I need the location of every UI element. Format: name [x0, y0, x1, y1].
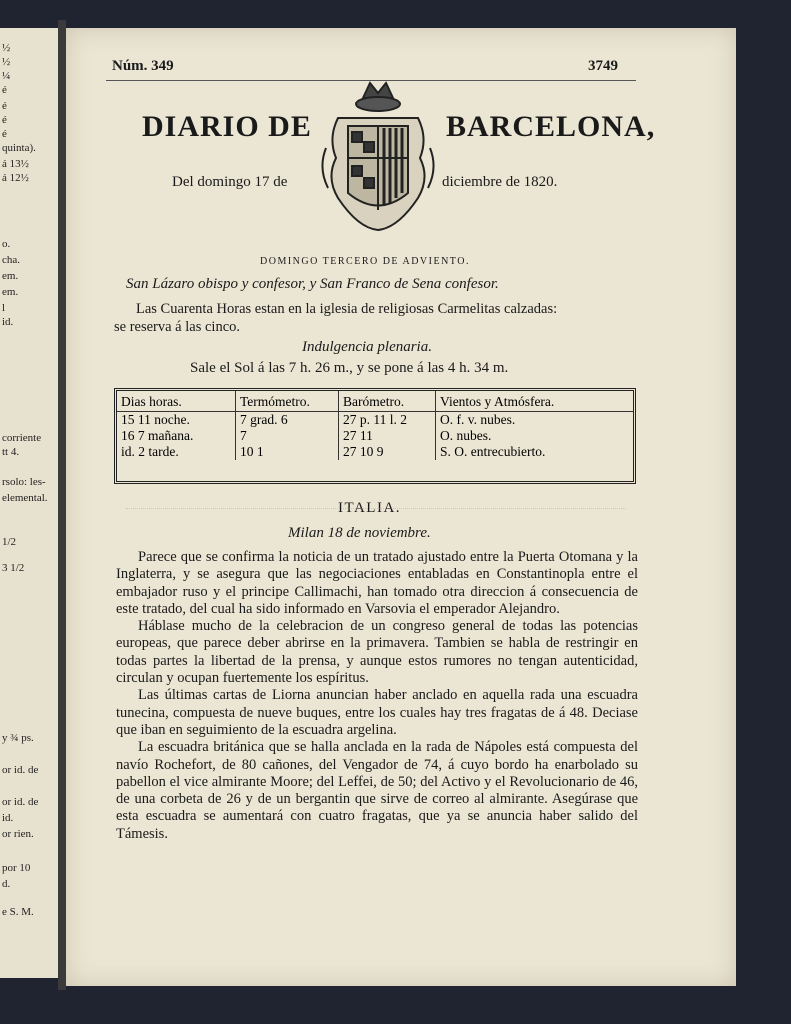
forty-hours-line1: Las Cuarenta Horas estan en la iglesia de religiosas Carmelitas calzadas:: [136, 301, 558, 317]
left-page-text-fragment: or id. de: [2, 796, 39, 808]
barcelona-coat-of-arms-icon: [318, 78, 438, 236]
weather-cell: id. 2 tarde.: [117, 444, 236, 460]
weather-row: [117, 412, 633, 429]
weather-header-thermometer: Termómetro.: [236, 391, 339, 412]
left-page-text-fragment: d.: [2, 878, 11, 890]
left-page-text-fragment: á 12½: [2, 172, 29, 184]
left-page-text-fragment: id.: [2, 316, 14, 328]
weather-header-barometer: Barómetro.: [339, 391, 436, 412]
left-page-text-fragment: elemental.: [2, 492, 48, 504]
article-paragraph: Háblase mucho de la celebracion de un congreso general de todas las potencias europeas, que parece deber abrirse en la primavera. Tambien se habla de restringir en todas partes la libertad de la prensa, y aunque estos rumores no tengan autenticidad, circulan y ocupan fuertemente los espíritus.: [116, 618, 638, 687]
left-page-text-fragment: o.: [2, 238, 11, 250]
left-page-text-fragment: quinta).: [2, 142, 36, 154]
weather-cell: S. O. entrecubierto.: [440, 444, 546, 459]
newspaper-page: [66, 28, 736, 986]
date-left: Del domingo 17 de: [172, 174, 288, 190]
weather-row: [117, 444, 633, 460]
left-page-text-fragment: por 10: [2, 862, 31, 874]
sunrise-sunset: Sale el Sol á las 7 h. 26 m., y se pone á las 4 h. 34 m.: [190, 360, 509, 376]
weather-header-days: Dias horas.: [117, 391, 236, 412]
weather-cell: 27 10 9: [339, 444, 436, 460]
left-page-text-fragment: em.: [2, 270, 19, 282]
article-dateline: Milan 18 de noviembre.: [288, 525, 431, 541]
masthead-right: BARCELONA,: [446, 110, 656, 143]
liturgical-day: DOMINGO TERCERO DE ADVIENTO.: [260, 256, 470, 267]
article-paragraph: Parece que se confirma la noticia de un tratado ajustado entre la Puerta Otomana y la Inglaterra, y se asegura que las negociaciones entabladas en Constantinopla entre el embajador ruso y el principe Callimachi, han tomado otra direccion á consecuencia de este tratado, del cual ha sido informado en Varsovia el emperador Alejandro.: [116, 549, 638, 617]
weather-cell: O. f. v. nubes.: [440, 412, 516, 427]
left-page-text-fragment: é: [2, 114, 7, 126]
left-page-text-fragment: em.: [2, 286, 19, 298]
weather-cell: O. nubes.: [440, 428, 492, 443]
weather-cell: 27 p. 11 l. 2: [339, 412, 436, 429]
article-paragraph: La escuadra británica que se halla anclada en la rada de Nápoles está compuesta del navío Rochefort, de 80 cañones, del Vengador de 74, á cuyo bordo ha enarbolado su pabellon el vice almirante Moore; del Leffei, de 50; del Activo y el Revolucionario de 46, de una corbeta de 26 y de un bergantin que sirve de correo al almirante. Asegúrase que esta escuadra se aumentará con cuatro fragatas, que ya se anuncia haber salido del Támesis.: [116, 739, 638, 842]
saints-of-day: San Lázaro obispo y confesor, y San Franco de Sena confesor.: [126, 276, 499, 292]
left-page-text-fragment: á 13½: [2, 158, 29, 170]
left-page-text-fragment: y ¾ ps.: [2, 732, 34, 744]
left-page-text-fragment: ¼: [2, 70, 11, 82]
article-paragraph: Las últimas cartas de Liorna anuncian haber anclado en aquella rada una escuadra tunecina, compuesta de nueve buques, entre los cuales hay tres fragatas de á 48. Deciase que iban en seguimiento de la escuadra argelina.: [116, 687, 638, 738]
left-page-text-fragment: 3 1/2: [2, 562, 25, 574]
section-heading: ITALIA.: [338, 500, 402, 516]
left-page-text-fragment: cha.: [2, 254, 21, 266]
weather-table: [114, 388, 636, 484]
weather-row: [117, 428, 633, 444]
section-divider: [126, 508, 626, 509]
book-gutter: [58, 20, 66, 990]
weather-cell: 10 1: [236, 444, 339, 460]
left-page-text-fragment: tt 4.: [2, 446, 20, 458]
left-page-text-fragment: or id. de: [2, 764, 39, 776]
left-page-text-fragment: id.: [2, 812, 14, 824]
weather-header-winds: Vientos y Atmósfera.: [436, 391, 634, 412]
left-page-text-fragment: é: [2, 100, 7, 112]
issue-number: Núm. 349: [112, 58, 174, 74]
left-page-fragment: [0, 28, 60, 978]
article-body: [116, 549, 638, 843]
weather-cell: 7 grad. 6: [236, 412, 339, 429]
forty-hours-line2: se reserva á las cinco.: [114, 319, 241, 335]
indulgence-note: Indulgencia plenaria.: [302, 339, 432, 355]
weather-cell: 16 7 mañana.: [117, 428, 236, 444]
left-page-text-fragment: ½: [2, 56, 11, 68]
left-page-text-fragment: or rien.: [2, 828, 34, 840]
left-page-text-fragment: é: [2, 84, 7, 96]
weather-cell: 7: [236, 428, 339, 444]
left-page-text-fragment: 1/2: [2, 536, 17, 548]
left-page-text-fragment: ½: [2, 42, 11, 54]
left-page-text-fragment: l: [2, 302, 6, 314]
date-right: diciembre de 1820.: [442, 174, 558, 190]
left-page-text-fragment: corriente: [2, 432, 42, 444]
masthead-left: DIARIO DE: [142, 110, 312, 143]
page-number: 3749: [588, 58, 618, 74]
weather-cell: 27 11: [339, 428, 436, 444]
left-page-text-fragment: e S. M.: [2, 906, 34, 918]
weather-cell: 15 11 noche.: [117, 412, 236, 429]
left-page-text-fragment: é: [2, 128, 7, 140]
left-page-text-fragment: rsolo: les-: [2, 476, 46, 488]
